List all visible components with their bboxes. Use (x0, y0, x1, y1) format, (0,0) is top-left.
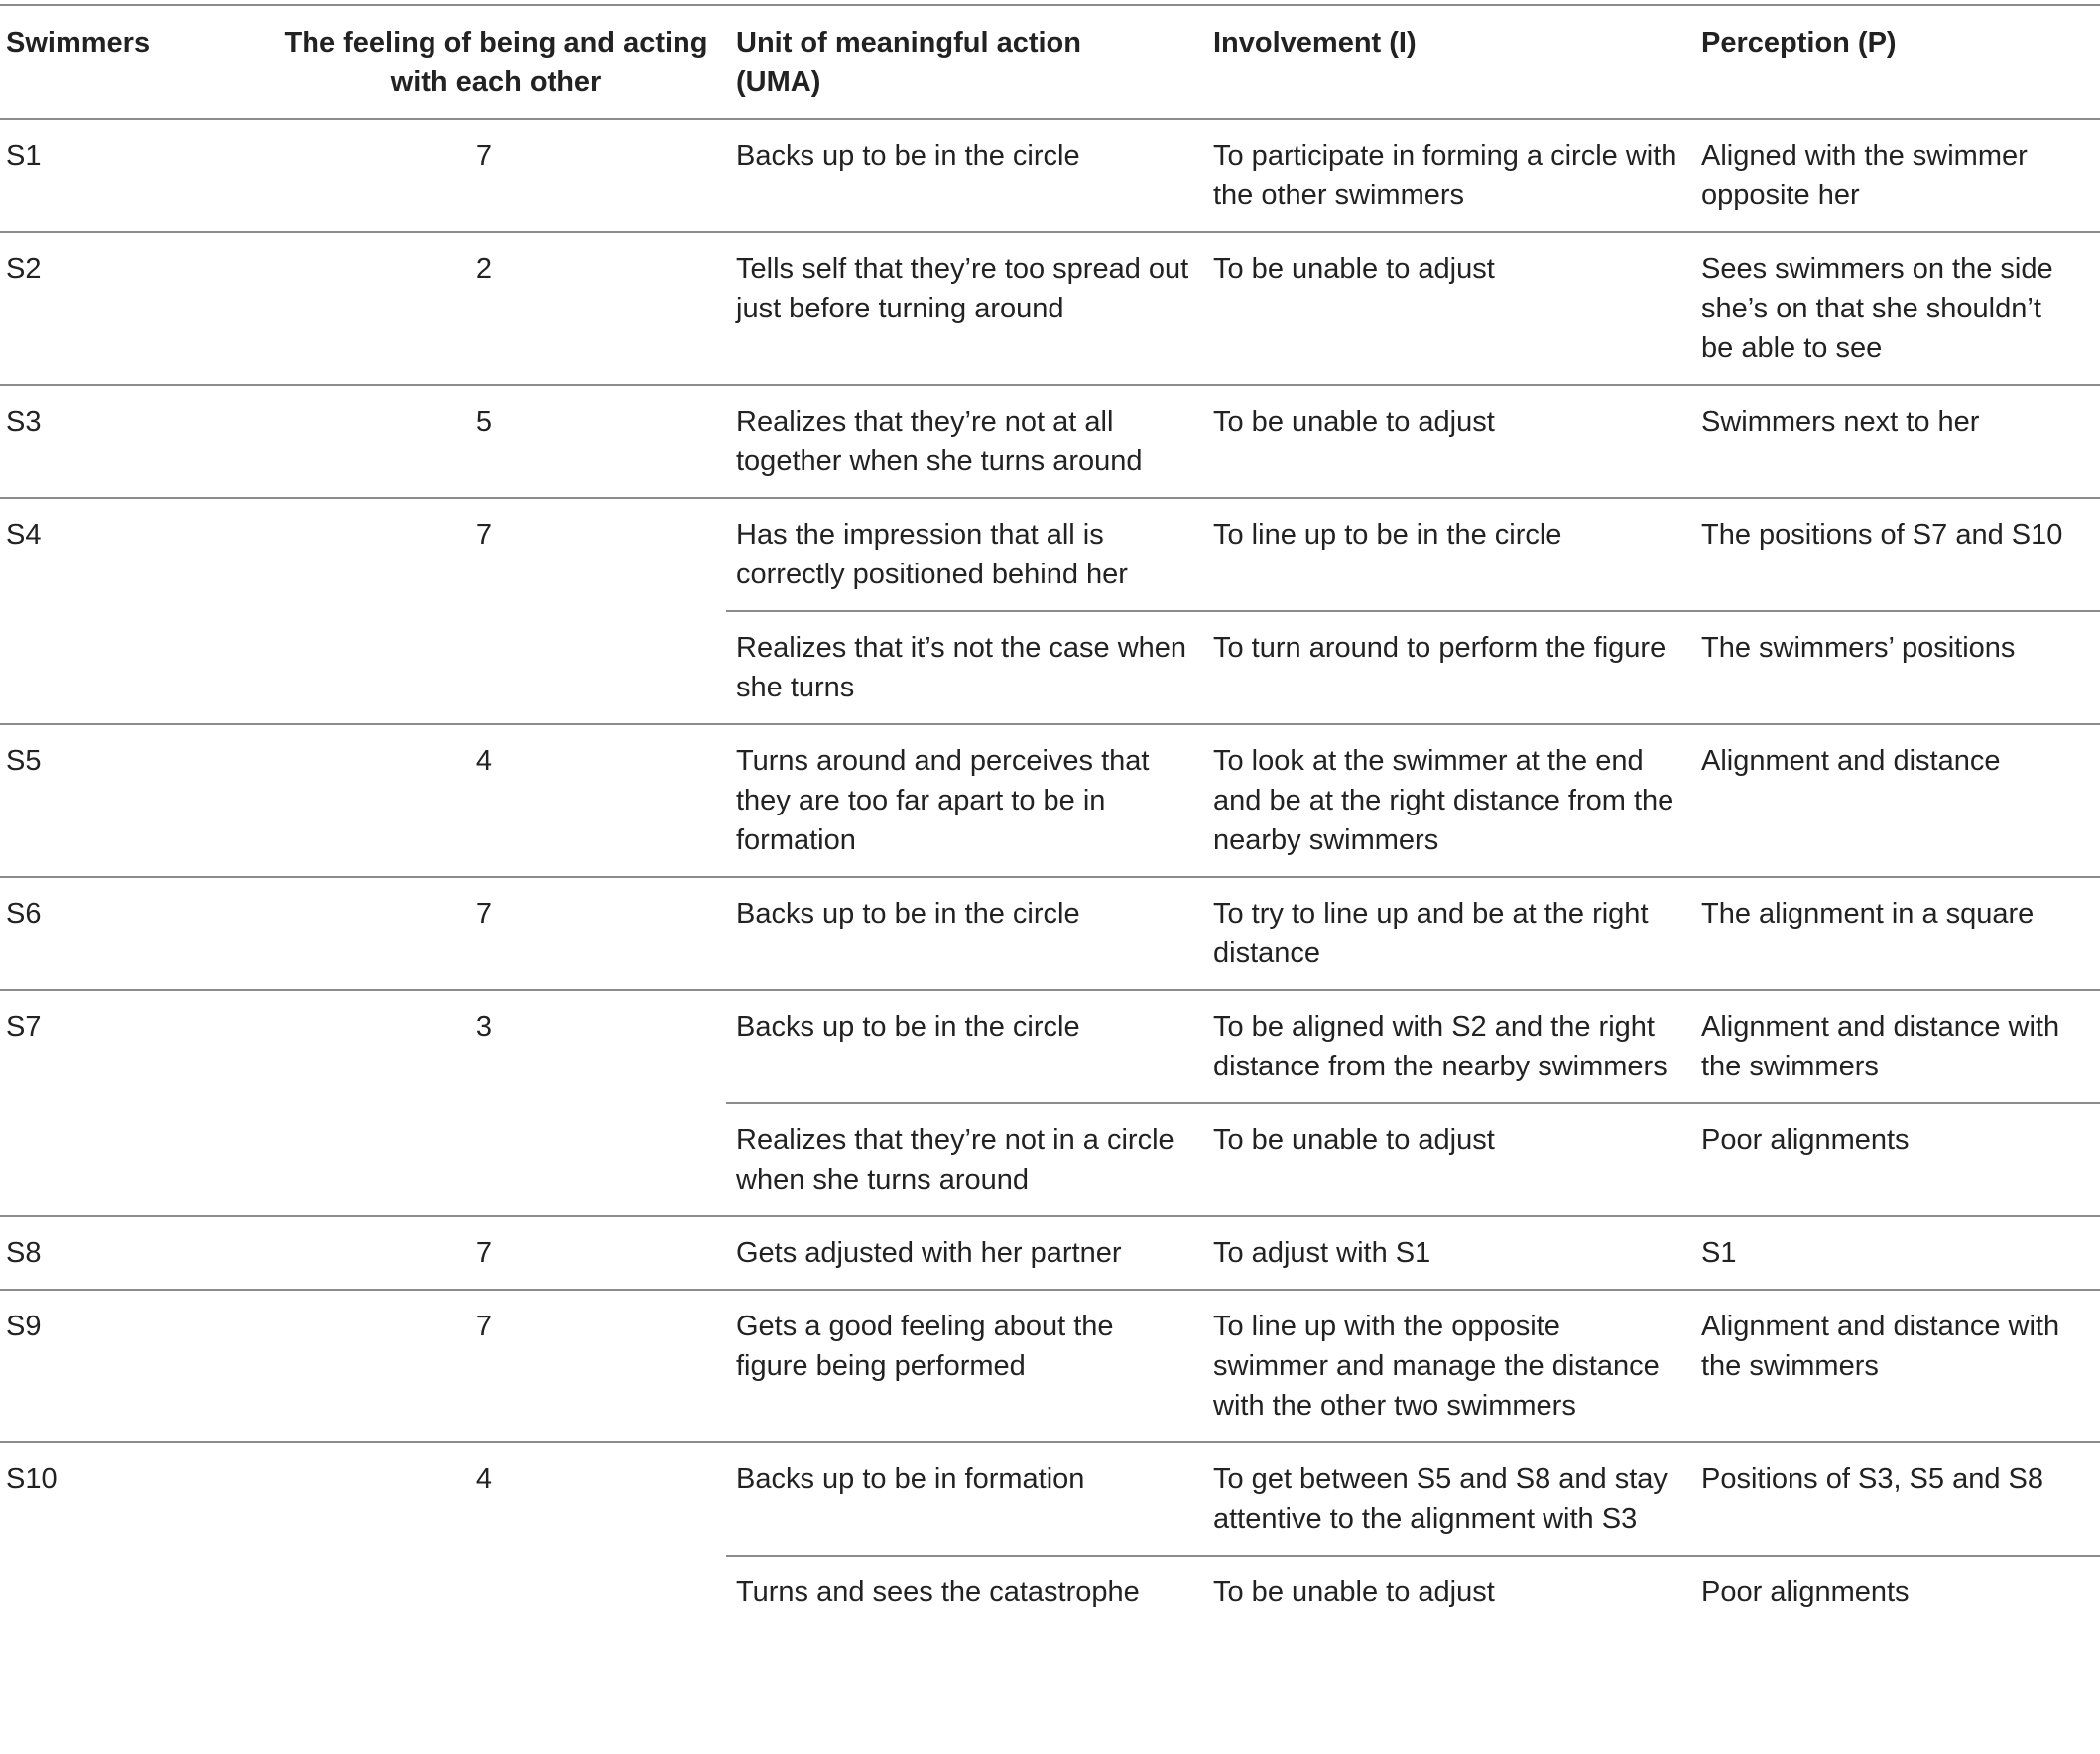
cell-perception: Positions of S3, S5 and S8 (1701, 1442, 2100, 1556)
cell-perception: Swimmers next to her (1701, 385, 2100, 498)
cell-swimmer: S10 (0, 1442, 266, 1628)
swimmers-table (0, 4, 2100, 1628)
cell-involvement: To look at the swimmer at the end and be at the right distance from the nearby swimmers (1213, 724, 1701, 877)
header-uma: Unit of meaningful action (UMA) (726, 5, 1213, 119)
table-row (0, 119, 2100, 232)
cell-involvement: To line up to be in the circle (1213, 498, 1701, 611)
cell-perception: S1 (1701, 1216, 2100, 1290)
cell-involvement: To be unable to adjust (1213, 385, 1701, 498)
header-perception: Perception (P) (1701, 5, 2100, 119)
cell-perception: Sees swimmers on the side she’s on that she shouldn’t be able to see (1701, 232, 2100, 385)
table-row (0, 385, 2100, 498)
cell-feeling: 7 (266, 877, 726, 990)
cell-uma: Realizes that they’re not in a circle when she turns around (726, 1103, 1213, 1216)
cell-involvement: To be aligned with S2 and the right distance from the nearby swimmers (1213, 990, 1701, 1103)
cell-swimmer: S7 (0, 990, 266, 1216)
table-body (0, 119, 2100, 1628)
cell-involvement: To be unable to adjust (1213, 1556, 1701, 1628)
table-row (0, 232, 2100, 385)
cell-feeling: 7 (475, 140, 493, 172)
header-involvement: Involvement (I) (1213, 5, 1701, 119)
cell-perception: Poor alignments (1701, 1556, 2100, 1628)
cell-perception: The alignment in a square (1701, 877, 2100, 990)
cell-swimmer: S3 (0, 385, 266, 498)
cell-involvement: To get between S5 and S8 and stay attentive to the alignment with S3 (1213, 1442, 1701, 1556)
cell-uma: Backs up to be in the circle (726, 990, 1213, 1103)
table-row (0, 1290, 2100, 1442)
cell-perception: The swimmers’ positions (1701, 611, 2100, 724)
table-row (0, 990, 2100, 1103)
table-row (0, 877, 2100, 990)
cell-uma: Backs up to be in the circle (726, 877, 1213, 990)
cell-uma: Tells self that they’re too spread out just before turning around (726, 232, 1213, 385)
cell-uma: Has the impression that all is correctly positioned behind her (726, 498, 1213, 611)
cell-perception: Alignment and distance with the swimmers (1701, 1290, 2100, 1442)
cell-perception: The positions of S7 and S10 (1701, 498, 2100, 611)
cell-feeling: 2 (266, 232, 726, 385)
cell-involvement: To adjust with S1 (1213, 1216, 1701, 1290)
cell-uma: Backs up to be in formation (726, 1442, 1213, 1556)
cell-swimmer: S4 (0, 498, 266, 724)
cell-feeling: 5 (266, 385, 726, 498)
cell-involvement: To line up with the opposite swimmer and manage the distance with the other two swimmers (1213, 1290, 1701, 1442)
cell-feeling: 4 (266, 1442, 726, 1628)
cell-involvement: To be unable to adjust (1213, 232, 1701, 385)
cell-uma: Turns around and perceives that they are too far apart to be in formation (726, 724, 1213, 877)
cell-involvement: To turn around to perform the figure (1213, 611, 1701, 724)
cell-feeling: 7 (266, 1290, 726, 1442)
cell-perception: Poor alignments (1701, 1103, 2100, 1216)
cell-uma: Realizes that they’re not at all together when she turns around (726, 385, 1213, 498)
header-feeling: The feeling of being and acting with each other (266, 5, 726, 119)
cell-feeling: 7 (266, 498, 726, 724)
cell-swimmer: S2 (0, 232, 266, 385)
cell-feeling: 4 (266, 724, 726, 877)
cell-swimmer: S8 (0, 1216, 266, 1290)
table-row (0, 498, 2100, 611)
cell-swimmer: S6 (0, 877, 266, 990)
cell-perception: Alignment and distance (1701, 724, 2100, 877)
cell-swimmer: S5 (0, 724, 266, 877)
cell-perception: Alignment and distance with the swimmers (1701, 990, 2100, 1103)
cell-perception: Aligned with the swimmer opposite her (1701, 140, 2028, 211)
table-header (0, 5, 2100, 119)
cell-swimmer: S9 (0, 1290, 266, 1442)
cell-involvement: To participate in forming a circle with the other swimmers (1213, 140, 1677, 211)
cell-involvement: To try to line up and be at the right distance (1213, 877, 1701, 990)
table-row (0, 724, 2100, 877)
header-swimmers: Swimmers (0, 5, 266, 119)
cell-uma: Gets a good feeling about the figure being performed (726, 1290, 1213, 1442)
cell-involvement: To be unable to adjust (1213, 1103, 1701, 1216)
cell-uma: Gets adjusted with her partner (726, 1216, 1213, 1290)
cell-uma: Turns and sees the catastrophe (726, 1556, 1213, 1628)
table-row (0, 1442, 2100, 1556)
cell-uma: Realizes that it’s not the case when she turns (726, 611, 1213, 724)
cell-feeling: 3 (266, 990, 726, 1216)
cell-uma: Backs up to be in the circle (736, 140, 1080, 172)
cell-feeling: 7 (266, 1216, 726, 1290)
table-row (0, 1216, 2100, 1290)
cell-swimmer: S1 (6, 140, 42, 172)
